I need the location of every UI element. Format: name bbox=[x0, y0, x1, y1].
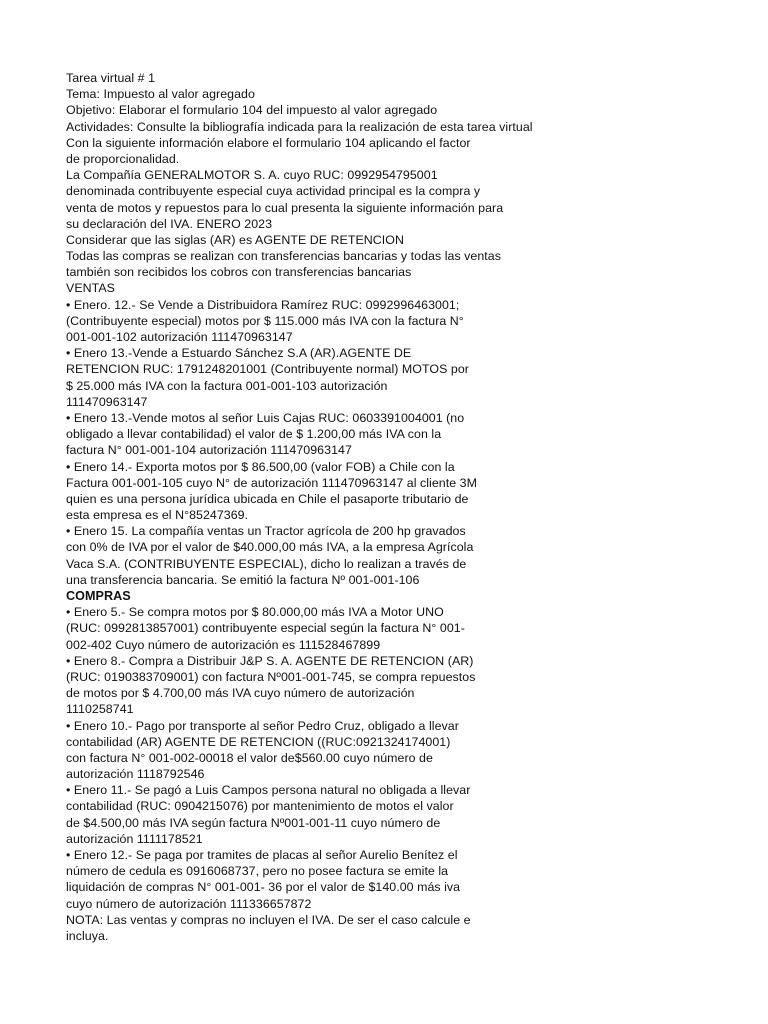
text-line: Con la siguiente información elabore el formulario 104 aplicando el factor bbox=[66, 135, 471, 150]
text-line: factura N° 001-001-104 autorización 111470963147 bbox=[66, 443, 352, 458]
text-line: • Enero 14.- Exporta motos por $ 86.500,00 (valor FOB) a Chile con la bbox=[66, 459, 455, 474]
text-line: esta empresa es el N°85247369. bbox=[66, 508, 249, 523]
text-line: • Enero 15. La compañía ventas un Tractor agrícola de 200 hp gravados bbox=[66, 524, 466, 539]
text-line: su declaración del IVA. ENERO 2023 bbox=[66, 216, 273, 231]
text-line: denominada contribuyente especial cuya actividad principal es la compra y bbox=[66, 184, 481, 199]
text-line: Tema: Impuesto al valor agregado bbox=[66, 87, 255, 102]
text-line: Objetivo: Elaborar el formulario 104 del impuesto al valor agregado bbox=[66, 103, 438, 118]
text-line: (RUC: 0190383709001) con factura Nº001-001-745, se compra repuestos bbox=[66, 669, 476, 684]
text-line: Tarea virtual # 1 bbox=[66, 71, 156, 85]
text-line: cuyo número de autorización 111336657872 bbox=[66, 896, 312, 911]
text-line: quien es una persona jurídica ubicada en Chile el pasaporte tributario de bbox=[66, 491, 469, 506]
text-line: obligado a llevar contabilidad) el valor de $ 1.200,00 más IVA con la bbox=[66, 427, 442, 442]
text-line: • Enero 5.- Se compra motos por $ 80.000,00 más IVA a Motor UNO bbox=[66, 605, 444, 620]
text-line: • Enero. 12.- Se Vende a Distribuidora Ramírez RUC: 0992996463001; bbox=[66, 297, 460, 312]
text-line: autorización 1118792546 bbox=[66, 767, 205, 782]
text-line: de motos por $ 4.700,00 más IVA cuyo número de autorización bbox=[66, 686, 415, 701]
text-line: una transferencia bancaria. Se emitió la factura Nº 001-001-106 bbox=[66, 572, 420, 587]
text-line: con 0% de IVA por el valor de $40.000,00 más IVA, a la empresa Agrícola bbox=[66, 540, 474, 555]
text-line: autorización 1111178521 bbox=[66, 831, 203, 846]
text-line: • Enero 8.- Compra a Distribuir J&P S. A. AGENTE DE RETENCION (AR) bbox=[66, 653, 474, 668]
section-heading: COMPRAS bbox=[66, 589, 131, 603]
text-line: Considerar que las siglas (AR) es AGENTE DE RETENCION bbox=[66, 232, 404, 247]
text-line: contabilidad (RUC: 0904215076) por mantenimiento de motos el valor bbox=[66, 799, 454, 814]
text-line: incluya. bbox=[66, 928, 109, 943]
text-line: 001-001-102 autorización 111470963147 bbox=[66, 330, 293, 344]
text-line: VENTAS bbox=[66, 281, 115, 296]
document-body bbox=[66, 70, 746, 944]
text-line: $ 25.000 más IVA con la factura 001-001-103 autorización bbox=[66, 378, 388, 393]
text-line: de proporcionalidad. bbox=[66, 151, 180, 166]
text-line: • Enero 11.- Se pagó a Luis Campos persona natural no obligada a llevar bbox=[66, 783, 471, 798]
text-line: 111470963147 bbox=[66, 394, 148, 409]
text-line: Actividades: Consulte la bibliografía indicada para la realización de esta tarea virtual bbox=[66, 119, 533, 134]
text-line: 1110258741 bbox=[66, 702, 134, 717]
text-line: de $4.500,00 más IVA según factura Nº001-001-11 cuyo número de bbox=[66, 815, 441, 830]
text-line: Todas las compras se realizan con transferencias bancarias y todas las ventas bbox=[66, 249, 501, 264]
text-line: La Compañía GENERALMOTOR S. A. cuyo RUC: 0992954795001 bbox=[66, 168, 438, 183]
text-line: venta de motos y repuestos para lo cual presenta la siguiente información para bbox=[66, 200, 504, 215]
text-line: RETENCION RUC: 1791248201001 (Contribuyente normal) MOTOS por bbox=[66, 362, 469, 377]
text-line: (Contribuyente especial) motos por $ 115.000 más IVA con la factura N° bbox=[66, 313, 464, 328]
text-line: Factura 001-001-105 cuyo N° de autorización 111470963147 al cliente 3M bbox=[66, 475, 477, 490]
text-line: liquidación de compras N° 001-001- 36 por el valor de $140.00 más iva bbox=[66, 880, 461, 895]
text-line: Vaca S.A. (CONTRIBUYENTE ESPECIAL), dicho lo realizan a través de bbox=[66, 556, 467, 571]
text-line: número de cedula es 0916068737, pero no posee factura se emite la bbox=[66, 864, 449, 879]
text-line: • Enero 10.- Pago por transporte al señor Pedro Cruz, obligado a llevar bbox=[66, 718, 459, 733]
text-line: con factura N° 001-002-00018 el valor de$560.00 cuyo número de bbox=[66, 750, 433, 765]
text-line: 002-402 Cuyo número de autorización es 111528467899 bbox=[66, 637, 381, 652]
text-line: • Enero 12.- Se paga por tramites de placas al señor Aurelio Benítez el bbox=[66, 848, 458, 862]
text-line: • Enero 13.-Vende a Estuardo Sánchez S.A (AR).AGENTE DE bbox=[66, 346, 412, 361]
text-line: también son recibidos los cobros con transferencias bancarias bbox=[66, 265, 412, 280]
text-line: (RUC: 0992813857001) contribuyente especial según la factura N° 001- bbox=[66, 621, 465, 636]
text-line: • Enero 13.-Vende motos al señor Luis Cajas RUC: 0603391004001 (no bbox=[66, 410, 465, 425]
text-line: NOTA: Las ventas y compras no incluyen el IVA. De ser el caso calcule e bbox=[66, 912, 471, 927]
text-line: contabilidad (AR) AGENTE DE RETENCION ((RUC:0921324174001) bbox=[66, 734, 451, 749]
